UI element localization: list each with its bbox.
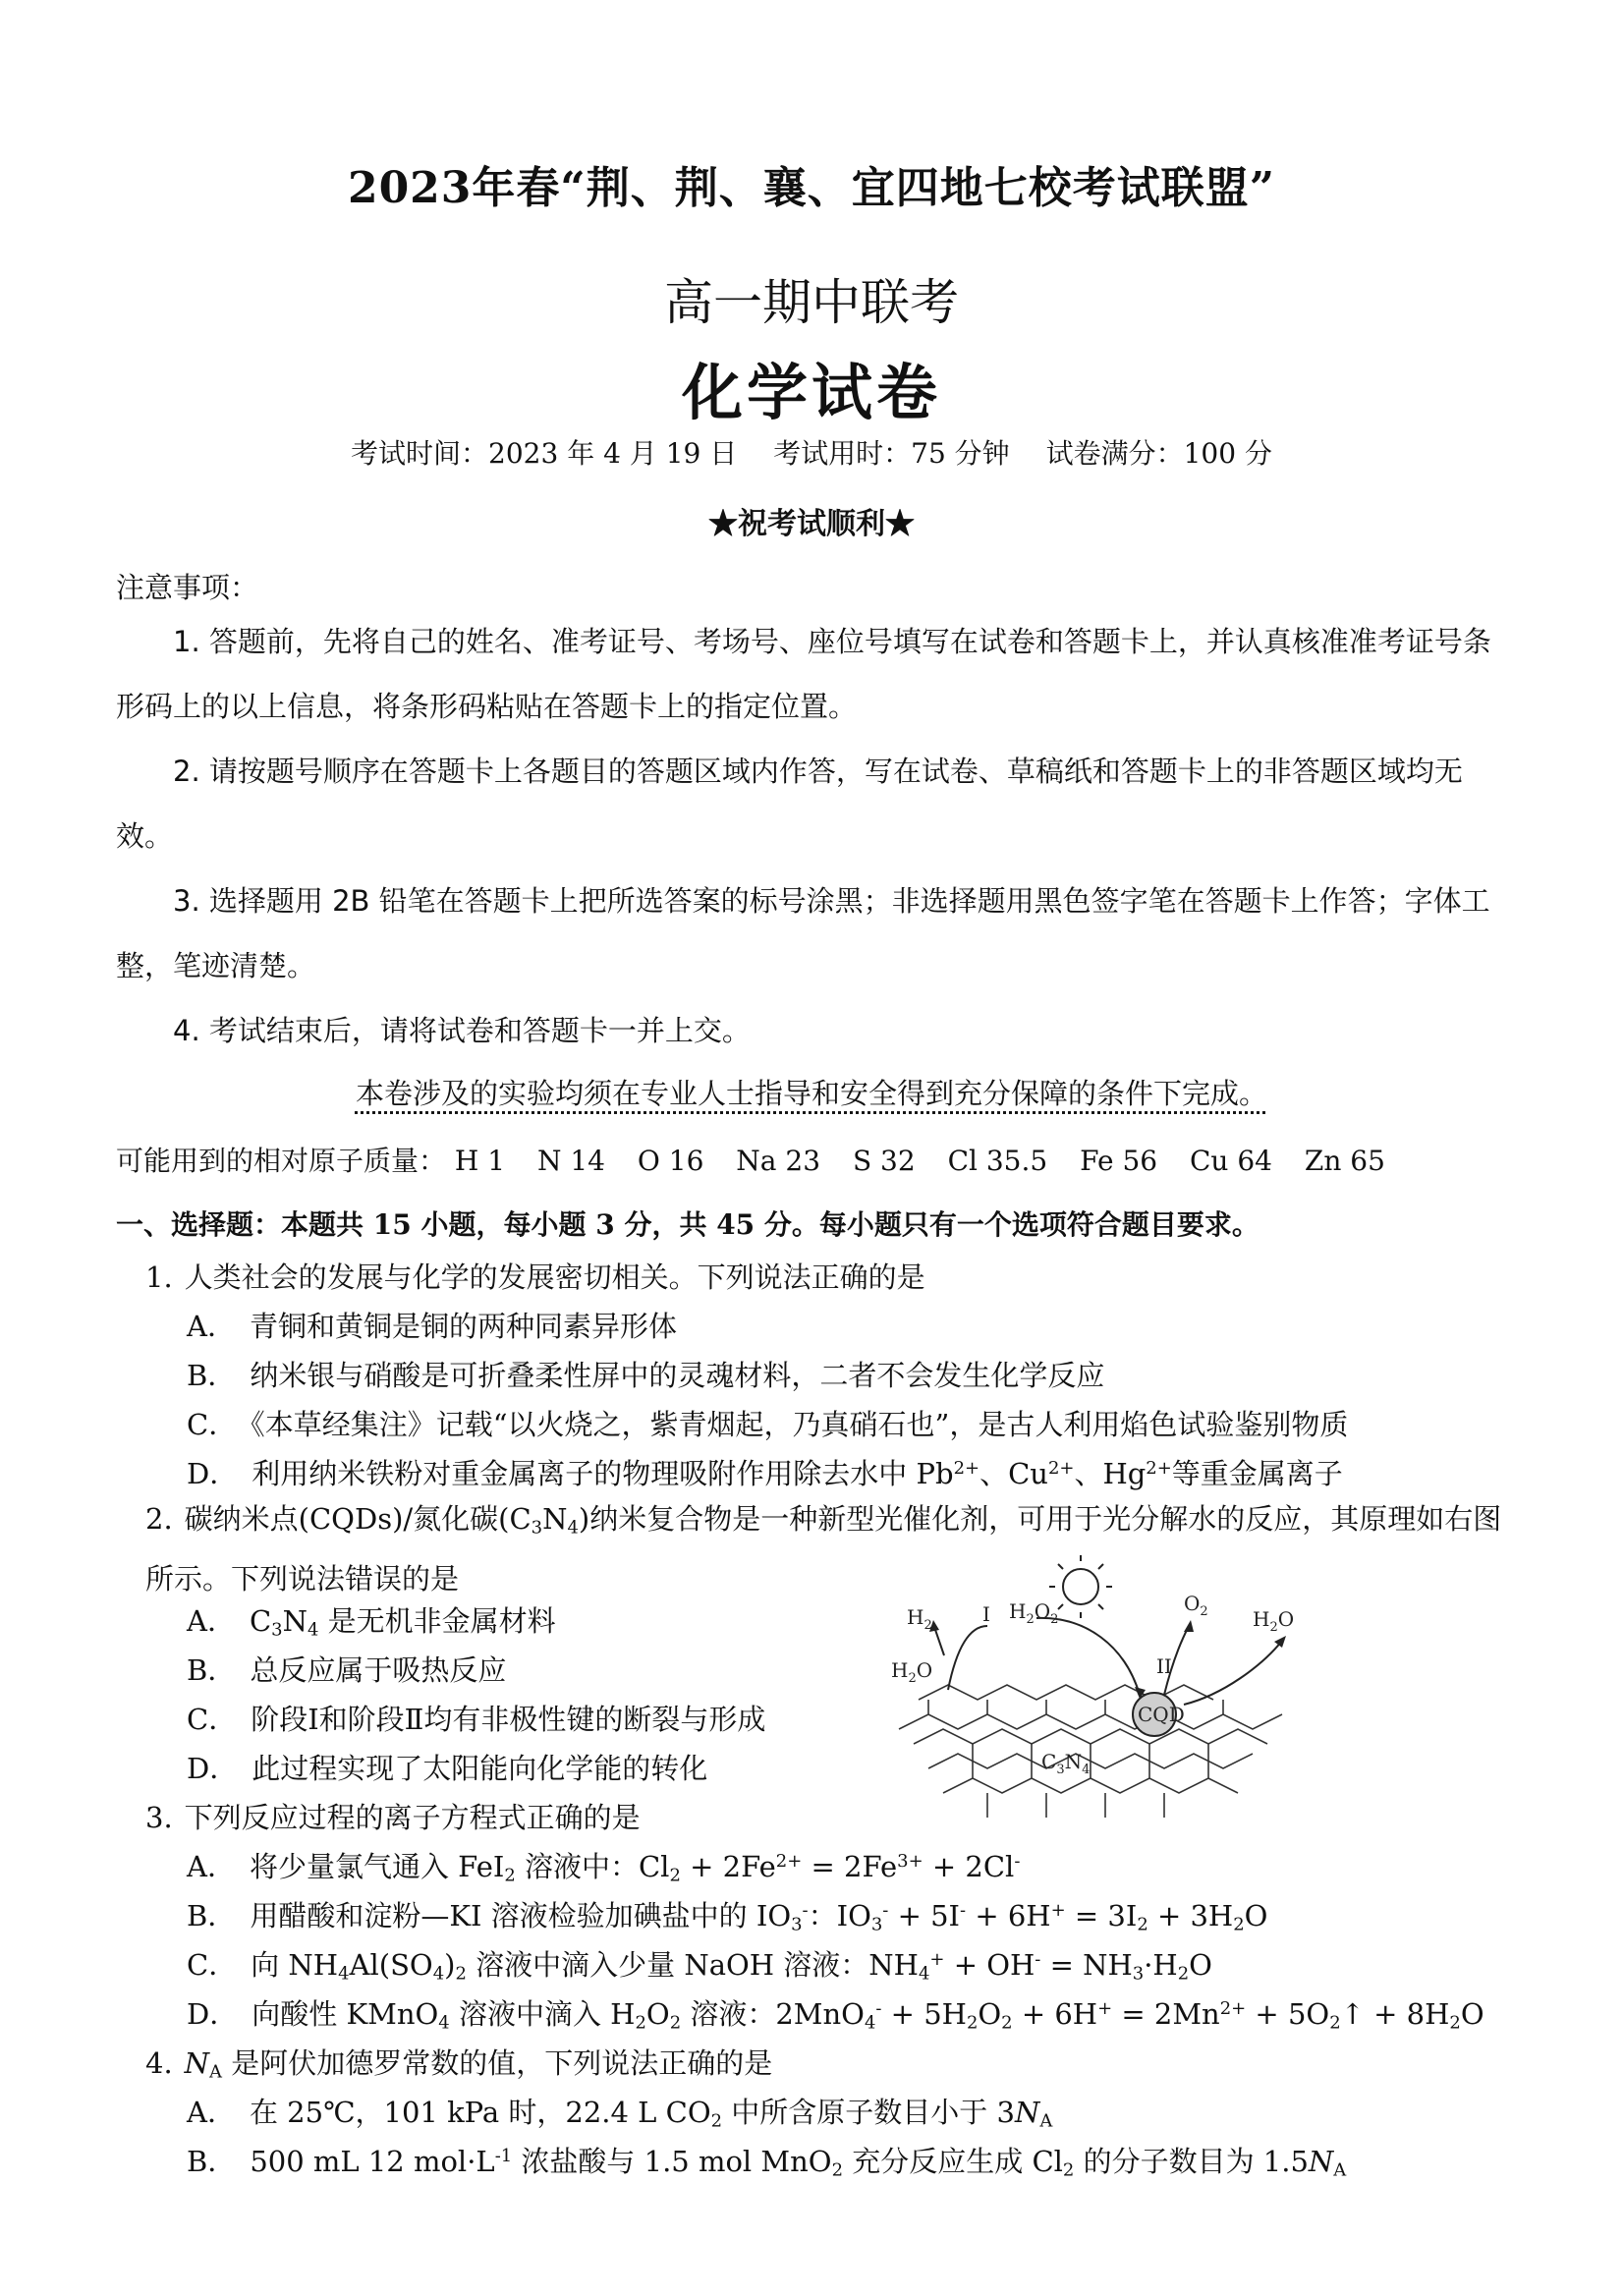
question-4-option-a: A． 在 25℃，101 kPa 时，22.4 L $CO_2$ 中所含原子数目小于 $3N_A$ [187, 2096, 1053, 2132]
atomic-mass: N 14 [536, 1145, 605, 1177]
atomic-mass: S 32 [852, 1145, 916, 1177]
atomic-masses-label: 可能用到的相对原子质量： [116, 1145, 447, 1177]
h2o-left-label: $H_2O$ [891, 1658, 933, 1686]
stage-2-label: II [1156, 1654, 1172, 1678]
notes-heading: 注意事项： [116, 571, 259, 604]
h2-label: $H_2$ [907, 1605, 932, 1633]
question-3-option-a: A． 将少量氯气通入 FeI$_2$ 溶液中：$Cl_2 + 2Fe^{2+} = 2Fe^{3+} + 2Cl^-$ [187, 1850, 1021, 1886]
question-1-option-d: D． 利用纳米铁粉对重金属离子的物理吸附作用除去水中 $Pb^{2+}$、$Cu^{2+}$、$Hg^{2+}$等重金属离子 [187, 1457, 1343, 1490]
note-item: 2. 请按题号顺序在答题卡上各题目的答题区域内作答，写在试卷、草稿纸和答题卡上的非答题区域均无效。 [116, 755, 1463, 853]
question-2-option-b: B． 总反应属于吸热反应 [187, 1653, 507, 1687]
question-3-option-d: D． 向酸性 KMnO$_4$ 溶液中滴入 $H_2O_2$ 溶液：$2MnO_4^- + 5H_2O_2 + 6H^+ = 2Mn^{2+}$ + $5O_2↑ + 8H_2O$ [187, 1997, 1484, 2034]
atomic-mass: Fe 56 [1080, 1145, 1158, 1177]
atomic-mass: Cl 35.5 [947, 1145, 1048, 1177]
question-3-option-c: C． 向 $NH_4Al(SO_4)_2$ 溶液中滴入少量 NaOH 溶液：$NH_4^+ + OH^- = NH_3\cdot H_2O$ [187, 1948, 1212, 1985]
reaction-arrows [933, 1618, 1282, 1705]
question-1-option-a: A． 青铜和黄铜是铜的两种同素异形体 [187, 1310, 677, 1343]
stage-1-label: I [982, 1602, 990, 1626]
note-item: 1. 答题前，先将自己的姓名、准考证号、考场号、座位号填写在试卷和答题卡上，并认真核准准考证号条形码上的以上信息，将条形码粘贴在答题卡上的指定位置。 [116, 625, 1491, 723]
c3n4-sheet [899, 1685, 1282, 1818]
h2o2-label: $H_2O_2$ [1009, 1599, 1059, 1627]
note-item: 3. 选择题用 2B 铅笔在答题卡上把所选答案的标号涂黑；非选择题用黑色签字笔在答题卡上作答；字体工整，笔迹清楚。 [116, 884, 1490, 982]
exam-duration: 考试用时：75 分钟 [773, 437, 1010, 470]
arrow-heads [929, 1620, 1286, 1699]
question-3-option-b: B． 用醋酸和淀粉—KI 溶液检验加碘盐中的 $IO_3^-$：$IO_3^- + 5I^- + 6H^+ = 3I_2 + 3H_2O$ [187, 1899, 1268, 1935]
atomic-mass: Na 23 [736, 1145, 821, 1177]
safety-notice: 本卷涉及的实验均须在专业人士指导和安全得到充分保障的条件下完成。 [355, 1077, 1267, 1110]
photocatalysis-diagram [889, 1547, 1312, 1842]
atomic-mass: H 1 [454, 1145, 506, 1177]
good-luck-line: ★祝考试顺利★ [708, 507, 915, 541]
h2o-right-label: $H_2O$ [1253, 1607, 1295, 1635]
atomic-mass: O 16 [637, 1145, 704, 1177]
subject-title: 化学试卷 [681, 357, 941, 428]
exam-info [0, 432, 1623, 472]
atomic-masses [116, 1140, 1409, 1179]
question-1-option-b: B． 纳米银与硝酸是可折叠柔性屏中的灵魂材料，二者不会发生化学反应 [187, 1359, 1105, 1392]
question-2-option-c: C． 阶段Ⅰ和阶段Ⅱ均有非极性键的断裂与形成 [187, 1703, 766, 1736]
exam-time: 考试时间：2023 年 4 月 19 日 [351, 437, 738, 470]
question-4-stem: 4. $N_A$ 是阿伏加德罗常数的值，下列说法正确的是 [145, 2046, 773, 2083]
question-2-option-a: A． $C_3N_4$ 是无机非金属材料 [187, 1604, 556, 1641]
note-item: 4. 考试结束后，请将试卷和答题卡一并上交。 [173, 1014, 751, 1047]
question-1-stem: 1. 人类社会的发展与化学的发展密切相关。下列说法正确的是 [145, 1260, 925, 1294]
question-4-option-b: B． 500 mL 12 $mol\cdot L^{-1}$ 浓盐酸与 1.5 mol MnO$_2$ 充分反应生成 $Cl_2$ 的分子数目为 $1.5N_A$ [187, 2145, 1347, 2181]
exam-full-score: 试卷满分：100 分 [1045, 437, 1272, 470]
exam-title: 2023年春“荆、荆、襄、宜四地七校考试联盟” [347, 163, 1276, 213]
question-2-stem: 2. 碳纳米点(CQDs)/氮化碳$(C_3N_4)$纳米复合物是一种新型光催化剂，可用于光分解水的反应，其原理如右图所示。下列说法错误的是 [145, 1502, 1502, 1596]
o2-label: $O_2$ [1184, 1592, 1208, 1619]
section-heading: 一、选择题：本题共 15 小题，每小题 3 分，共 45 分。每小题只有一个选项符合题目要求。 [116, 1208, 1259, 1241]
sun-icon [1049, 1555, 1112, 1618]
question-3-stem: 3. 下列反应过程的离子方程式正确的是 [145, 1801, 641, 1834]
atomic-mass: Zn 65 [1304, 1145, 1385, 1177]
c3n4-label: $C_3N_4$ [1041, 1750, 1091, 1777]
question-2-option-d: D． 此过程实现了太阳能向化学能的转化 [187, 1752, 708, 1785]
cqd-label: CQD [1138, 1703, 1185, 1726]
question-1-option-c: C． 《本草经集注》记载“以火烧之，紫青烟起，乃真硝石也”，是古人利用焰色试验鉴别物质 [187, 1408, 1349, 1441]
atomic-mass: Cu 64 [1190, 1145, 1272, 1177]
exam-subtitle: 高一期中联考 [664, 274, 959, 331]
